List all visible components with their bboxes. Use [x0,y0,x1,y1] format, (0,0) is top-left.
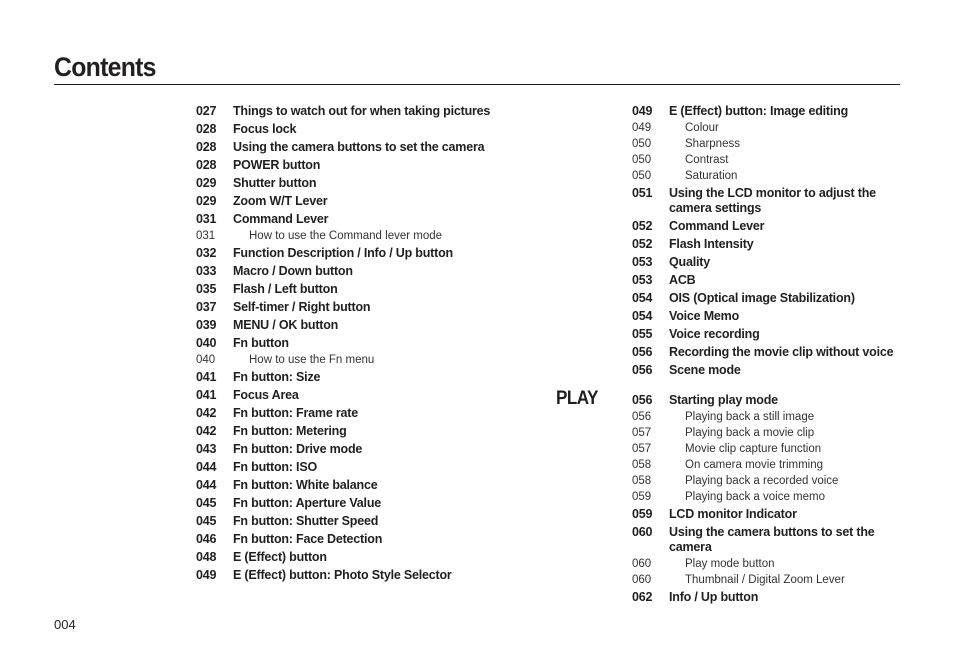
toc-entry-title: Sharpness [685,137,740,150]
toc-entry[interactable] [196,174,496,192]
toc-entry[interactable] [632,307,912,325]
toc-entry-title: Play mode button [685,557,775,570]
toc-entry-title: E (Effect) button: Image editing [669,103,849,118]
toc-entry-title: Starting play mode [669,392,778,407]
toc-page-number: 033 [196,263,217,278]
toc-page-number: 054 [632,290,653,305]
toc-entry-title: Info / Up button [669,589,759,604]
toc-page-number: 053 [632,272,653,287]
toc-page-number: 041 [196,369,217,384]
toc-page-number: 028 [196,157,217,172]
toc-entry-title: Fn button [233,335,289,350]
toc-entry[interactable] [196,280,496,298]
toc-entry[interactable] [632,523,912,556]
toc-entry[interactable] [196,440,496,458]
toc-entry[interactable] [196,476,496,494]
toc-page-number: 059 [632,490,652,503]
toc-subentry[interactable] [632,152,912,168]
toc-left-column [196,102,496,584]
toc-entry-title: Playing back a voice memo [685,490,825,503]
toc-page-number: 054 [632,308,653,323]
toc-subentry[interactable] [632,441,912,457]
toc-page-number: 042 [196,423,217,438]
toc-page-number: 053 [632,254,653,269]
toc-page-number: 052 [632,236,653,251]
toc-entry[interactable] [632,343,912,361]
toc-entry-title: Saturation [685,169,738,182]
toc-entry-title: Fn button: ISO [233,459,317,474]
toc-page-number: 045 [196,513,217,528]
toc-page-number: 044 [196,459,217,474]
toc-entry[interactable] [196,244,496,262]
toc-entry-title: E (Effect) button: Photo Style Selector [233,567,452,582]
toc-page-number: 060 [632,524,653,539]
toc-entry-title: Command Lever [669,218,765,233]
toc-page-number: 058 [632,474,652,487]
toc-entry[interactable] [196,404,496,422]
toc-entry-title: Command Lever [233,211,329,226]
toc-page-number: 055 [632,326,653,341]
toc-page-number: 041 [196,387,217,402]
toc-subentry[interactable] [632,572,912,588]
toc-page-number: 056 [632,344,653,359]
toc-entry-title: Fn button: Metering [233,423,347,438]
page-number: 004 [54,617,76,632]
toc-entry-title: OIS (Optical image Stabilization) [669,290,855,305]
toc-entry-title: Focus lock [233,121,297,136]
toc-page-number: 060 [632,557,652,570]
toc-entry[interactable] [196,368,496,386]
toc-entry-title: POWER button [233,157,321,172]
toc-entry-title: Using the camera buttons to set the camera [669,524,875,554]
toc-entry[interactable] [632,588,912,606]
toc-entry-title: Movie clip capture function [685,442,822,455]
toc-subentry[interactable] [632,120,912,136]
toc-entry-title: Fn button: Shutter Speed [233,513,379,528]
toc-entry-title: Fn button: White balance [233,477,378,492]
toc-entry[interactable] [196,156,496,174]
toc-entry-title: Flash Intensity [669,236,754,251]
toc-entry-title: Fn button: Aperture Value [233,495,382,510]
toc-entry-title: MENU / OK button [233,317,339,332]
toc-entry-title: Thumbnail / Digital Zoom Lever [685,573,845,586]
toc-entry[interactable] [632,217,912,235]
toc-page-number: 032 [196,245,217,260]
toc-entry-title: Contrast [685,153,729,166]
toc-page-number: 059 [632,506,653,521]
toc-entry[interactable] [196,512,496,530]
toc-entry[interactable] [196,138,496,156]
toc-entry[interactable] [196,102,496,120]
toc-entry-title: Flash / Left button [233,281,338,296]
toc-entry[interactable] [632,271,912,289]
toc-page-number: 052 [632,218,653,233]
toc-entry[interactable] [632,253,912,271]
toc-subentry[interactable] [632,457,912,473]
toc-page-number: 049 [196,567,217,582]
toc-page-number: 056 [632,392,653,407]
toc-entry[interactable] [196,530,496,548]
toc-page-number: 037 [196,299,217,314]
toc-entry-title: Fn button: Size [233,369,321,384]
toc-page-number: 029 [196,193,217,208]
toc-entry[interactable] [632,102,912,120]
toc-entry-title: Playing back a still image [685,410,815,423]
toc-page-number: 057 [632,426,652,439]
toc-page-number: 035 [196,281,217,296]
toc-page-number: 050 [632,169,652,182]
toc-entry[interactable] [196,458,496,476]
play-section-label: PLAY [556,388,598,409]
toc-page-number: 049 [632,103,653,118]
toc-page-number: 051 [632,185,653,200]
toc-entry-title: On camera movie trimming [685,458,824,471]
toc-page-number: 056 [632,410,652,423]
toc-entry-title: LCD monitor Indicator [669,506,797,521]
toc-entry[interactable] [632,184,912,217]
toc-page-number: 045 [196,495,217,510]
toc-entry-title: Fn button: Frame rate [233,405,358,420]
toc-entry-title: ACB [669,272,696,287]
toc-page-number: 060 [632,573,652,586]
toc-page-number: 057 [632,442,652,455]
toc-subentry[interactable] [632,136,912,152]
toc-page-number: 058 [632,458,652,471]
toc-entry-title: Voice Memo [669,308,740,323]
toc-page-number: 050 [632,137,652,150]
toc-entry[interactable] [196,262,496,280]
toc-entry-title: Quality [669,254,710,269]
toc-page-number: 049 [632,121,652,134]
toc-entry[interactable] [632,325,912,343]
toc-page-number: 043 [196,441,217,456]
toc-entry[interactable] [632,289,912,307]
toc-entry-title: Playing back a recorded voice [685,474,839,487]
toc-entry-title: Using the LCD monitor to adjust the camera settings [669,185,876,215]
toc-subentry[interactable] [632,425,912,441]
toc-page-number: 046 [196,531,217,546]
toc-subentry[interactable] [632,409,912,425]
toc-entry-title: Zoom W/T Lever [233,193,328,208]
toc-entry-title: Macro / Down button [233,263,353,278]
toc-entry-title: How to use the Command lever mode [249,229,443,242]
toc-entry[interactable] [196,548,496,566]
toc-entry-title: Scene mode [669,362,741,377]
toc-entry-title: Self-timer / Right button [233,299,371,314]
page-title: Contents [54,52,156,82]
toc-page-number: 044 [196,477,217,492]
toc-page-number: 039 [196,317,217,332]
toc-entry[interactable] [196,386,496,404]
toc-right-column [632,102,912,606]
toc-entry[interactable] [632,505,912,523]
toc-page-number: 031 [196,211,217,226]
toc-entry-title: E (Effect) button [233,549,327,564]
toc-entry-title: Focus Area [233,387,299,402]
toc-entry-title: Recording the movie clip without voice [669,344,894,359]
toc-entry-title: Shutter button [233,175,317,190]
toc-page-number: 042 [196,405,217,420]
toc-subentry[interactable] [196,352,496,368]
title-rule [54,84,900,85]
toc-entry-title: Function Description / Info / Up button [233,245,453,260]
toc-page-number: 040 [196,353,216,366]
toc-entry-title: Things to watch out for when taking pictures [233,103,491,118]
toc-entry[interactable] [196,494,496,512]
toc-page-number: 031 [196,229,216,242]
toc-page-number: 028 [196,139,217,154]
toc-subentry[interactable] [632,168,912,184]
toc-entry[interactable] [196,192,496,210]
toc-entry[interactable] [196,422,496,440]
toc-entry-title: How to use the Fn menu [249,353,375,366]
toc-subentry[interactable] [632,489,912,505]
toc-entry[interactable] [196,120,496,138]
toc-entry-title: Using the camera buttons to set the camera [233,139,485,154]
toc-page-number: 050 [632,153,652,166]
toc-entry[interactable] [632,361,912,379]
toc-play-group [632,391,912,606]
toc-subentry[interactable] [196,228,496,244]
toc-page-number: 029 [196,175,217,190]
toc-page-number: 048 [196,549,217,564]
toc-subentry[interactable] [632,473,912,489]
toc-entry[interactable] [196,316,496,334]
toc-page-number: 040 [196,335,217,350]
toc-entry[interactable] [196,566,496,584]
toc-entry-title: Voice recording [669,326,760,341]
toc-entry[interactable] [632,391,912,409]
toc-page-number: 028 [196,121,217,136]
toc-entry-title: Fn button: Face Detection [233,531,383,546]
toc-page-number: 056 [632,362,653,377]
toc-entry[interactable] [632,235,912,253]
toc-page-number: 027 [196,103,217,118]
toc-entry-title: Playing back a movie clip [685,426,815,439]
toc-entry[interactable] [196,334,496,352]
toc-entry[interactable] [196,210,496,228]
toc-right-top-group [632,102,912,379]
toc-entry-title: Fn button: Drive mode [233,441,363,456]
toc-page-number: 062 [632,589,653,604]
toc-entry-title: Colour [685,121,719,134]
toc-subentry[interactable] [632,556,912,572]
toc-entry[interactable] [196,298,496,316]
